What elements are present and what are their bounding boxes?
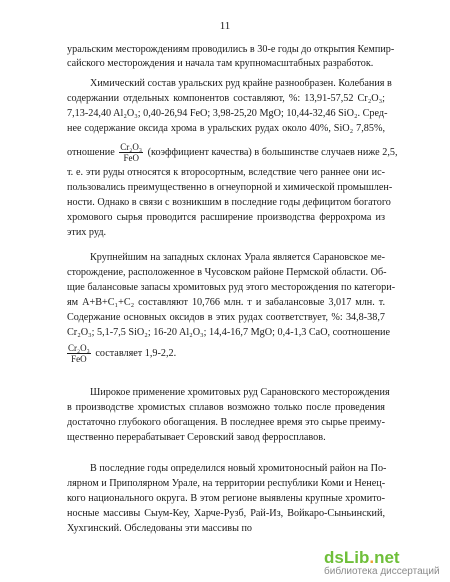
watermark-logo-text: dsLib.net	[324, 548, 400, 567]
text-line: Содержание основных оксидов в этих рудах соответствует, %: 34,8-38,7	[67, 312, 385, 323]
text-line: этих руд.	[67, 227, 107, 238]
ratio-fraction	[119, 142, 143, 163]
text-line: хромового сырья проводится расширение производства феррохрома из	[67, 212, 385, 223]
text-line: Крупнейшим на западных склонах Урала является Сарановское ме-	[90, 252, 385, 263]
text-line: сайского месторождения и начала там крупномасштабных разработок.	[67, 58, 374, 69]
page-number: 11	[219, 20, 231, 32]
text-line: кого национального округа. В этом регионе выявлены крупные хромито-	[67, 493, 385, 504]
text-line: Химический состав уральских руд крайне разнообразен. Колебания в	[90, 78, 392, 89]
watermark-subtitle: библиотека диссертаций	[324, 566, 440, 577]
text-line: нее содержание оксида хрома в уральских рудах около 40%, SiO₂ 7,85%,	[67, 123, 385, 134]
fraction-numerator: Cr₂O₃	[68, 343, 90, 353]
text-line: Cr₂O₃; 5,1-7,5 SiO₂; 16-20 Al₂O₃; 14,4-16,7 MgO; 0,4-1,3 CaO, соотношение	[67, 327, 391, 338]
text-line: 7,13-24,40 Al₂O₃; 0,40-26,94 FeO; 3,98-25,20 MgO; 10,44-32,46 SiO₂. Сред-	[67, 108, 388, 119]
text-line: достаточно глубокого обогащения. В последнее время это сырье преиму-	[67, 417, 385, 428]
text-line: ности. Однако в связи с возникшим в последние годы дефицитом богатого	[67, 197, 391, 208]
text-line: ям А+В+С₁+С₂ составляют 10,766 млн. т и забалансовые 3,017 млн. т.	[67, 297, 385, 308]
ratio-prefix: отношение	[67, 146, 115, 158]
fraction-denominator: FeO	[71, 354, 87, 364]
ratio-line	[67, 343, 176, 364]
ratio-fraction	[67, 343, 91, 364]
ratio-suffix: составляет 1,9-2,2.	[95, 347, 177, 359]
text-line: содержании отдельных компонентов составляют, %: 13,91-57,52 Cr₂O₃;	[67, 93, 385, 104]
text-line: пользовались преимущественно в огнеупорной и химической промышлен-	[67, 182, 393, 193]
text-line: Широкое применение хромитовых руд Сарановского месторождения	[90, 387, 390, 398]
text-line: сторождение, расположенное в Чусовском районе Пермской области. Об-	[67, 267, 387, 278]
text-line: уральским месторождениям проводились в 30-е годы до открытия Кемпир-	[67, 44, 395, 55]
text-line: щие балансовые запасы хромитовых руд этого месторождения по категори-	[67, 282, 396, 293]
text-line: т. е. эти руды относятся к второсортным, вследствие чего раннее они ис-	[67, 167, 385, 178]
fraction-denominator: FeO	[123, 153, 139, 163]
ratio-line	[67, 142, 398, 163]
text-line: щественно перерабатывает Серовский завод ферросплавов.	[67, 432, 326, 443]
watermark-logo	[324, 548, 444, 578]
ratio-suffix: (коэффициент качества) в большинстве случаев ниже 2,5,	[147, 146, 398, 158]
text-line: Хухгинский. Обследованы эти массивы по	[67, 523, 253, 534]
text-line: лярном и Приполярном Урале, на территории республики Коми и Ненец-	[67, 478, 386, 489]
text-line: носные массивы Сыум-Кеу, Харче-Рузб, Рай-Из, Войкаро-Сыньинский,	[67, 508, 385, 519]
text-line: В последние годы определился новый хромитоносный район на По-	[90, 463, 387, 474]
text-line: в производстве хромистых сплавов возможно только после проведения	[67, 402, 385, 413]
fraction-numerator: Cr₂O₃	[120, 142, 143, 152]
